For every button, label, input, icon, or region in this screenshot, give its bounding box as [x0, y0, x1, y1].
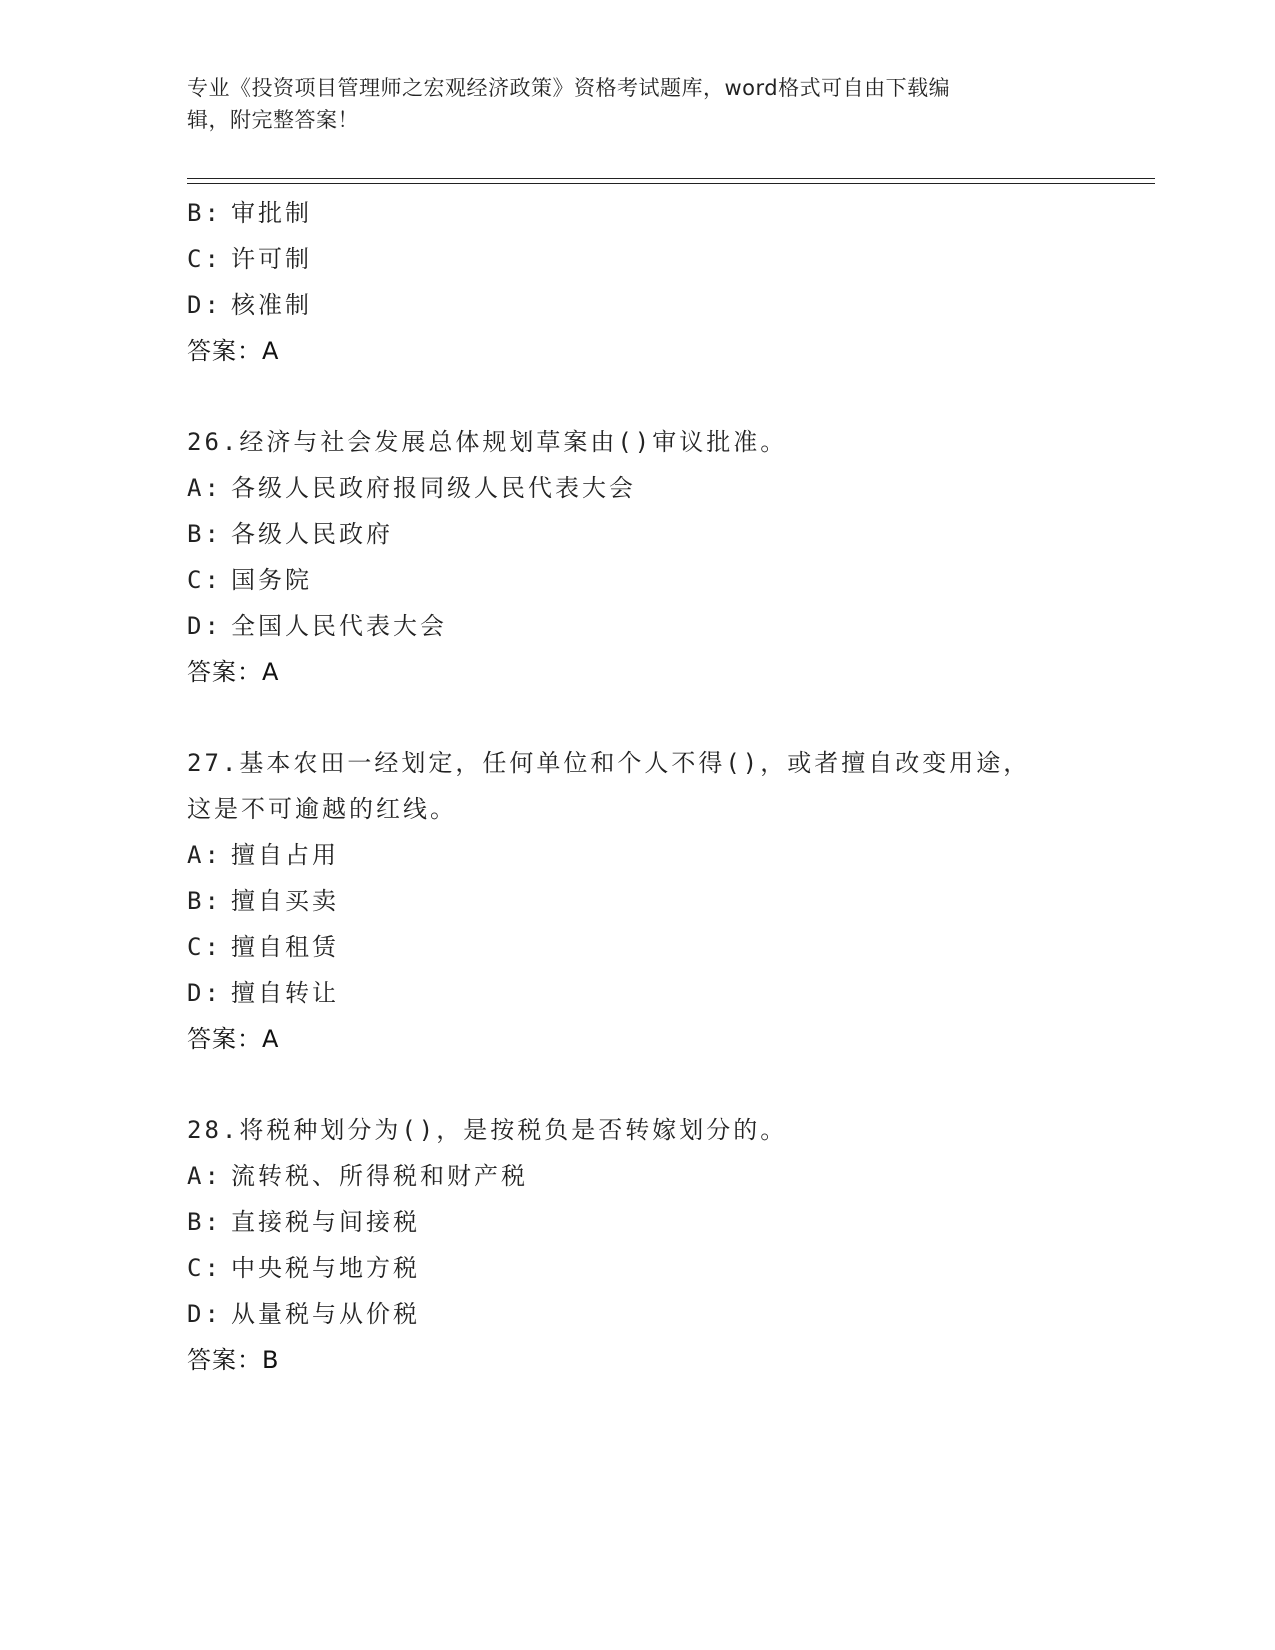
- option-key: B:: [187, 520, 222, 548]
- question-27: [187, 740, 1087, 1062]
- question-list: [187, 190, 1087, 1383]
- option-text: 擅自转让: [231, 979, 339, 1007]
- option-text: 核准制: [231, 291, 312, 319]
- option-text: 各级人民政府报同级人民代表大会: [231, 474, 636, 502]
- option-text: 国务院: [231, 566, 312, 594]
- question-stem-line-1: 27.基本农田一经划定，任何单位和个人不得()，或者擅自改变用途，: [187, 749, 1031, 777]
- option-key: C:: [187, 566, 222, 594]
- question-stem: 28.将税种划分为()，是按税负是否转嫁划分的。: [187, 1116, 788, 1144]
- option-text: 擅自租赁: [231, 933, 339, 961]
- option-key: A:: [187, 1162, 222, 1190]
- option-text: 从量税与从价税: [231, 1300, 420, 1328]
- question-stem-line-2: 这是不可逾越的红线。: [187, 795, 457, 823]
- option-c: [187, 557, 1087, 603]
- option-key: C:: [187, 933, 222, 961]
- document-header: [187, 72, 1067, 136]
- option-text: 直接税与间接税: [231, 1208, 420, 1236]
- answer-line: 答案：A: [187, 337, 280, 365]
- question-25: [187, 190, 1087, 374]
- option-c: [187, 236, 1087, 282]
- header-divider-top: [187, 178, 1155, 179]
- option-key: C:: [187, 245, 222, 273]
- option-text: 擅自占用: [231, 841, 339, 869]
- option-text: 流转税、所得税和财产税: [231, 1162, 528, 1190]
- header-line-2: 辑，附完整答案！: [187, 108, 359, 132]
- option-c: [187, 924, 1087, 970]
- option-key: B:: [187, 887, 222, 915]
- answer-line: 答案：A: [187, 1025, 280, 1053]
- option-b: [187, 511, 1087, 557]
- answer-line: 答案：A: [187, 658, 280, 686]
- option-text: 全国人民代表大会: [231, 612, 447, 640]
- option-d: [187, 970, 1087, 1016]
- option-key: D:: [187, 612, 222, 640]
- option-key: B:: [187, 1208, 222, 1236]
- question-28: [187, 1107, 1087, 1383]
- option-a: [187, 465, 1087, 511]
- question-stem: 26.经济与社会发展总体规划草案由()审议批准。: [187, 428, 788, 456]
- answer-line: 答案：B: [187, 1346, 280, 1374]
- option-b: [187, 878, 1087, 924]
- option-c: [187, 1245, 1087, 1291]
- option-key: D:: [187, 291, 222, 319]
- option-text: 各级人民政府: [231, 520, 393, 548]
- option-key: A:: [187, 474, 222, 502]
- option-d: [187, 282, 1087, 328]
- option-key: A:: [187, 841, 222, 869]
- option-d: [187, 603, 1087, 649]
- option-text: 审批制: [231, 199, 312, 227]
- option-a: [187, 832, 1087, 878]
- option-key: B:: [187, 199, 222, 227]
- header-line-1: 专业《投资项目管理师之宏观经济政策》资格考试题库，word格式可自由下载编: [187, 76, 951, 100]
- option-key: D:: [187, 1300, 222, 1328]
- header-divider-bottom: [187, 183, 1155, 184]
- option-b: [187, 1199, 1087, 1245]
- option-d: [187, 1291, 1087, 1337]
- option-text: 中央税与地方税: [231, 1254, 420, 1282]
- question-26: [187, 419, 1087, 695]
- option-text: 擅自买卖: [231, 887, 339, 915]
- option-text: 许可制: [231, 245, 312, 273]
- option-b: [187, 190, 1087, 236]
- option-key: D:: [187, 979, 222, 1007]
- option-a: [187, 1153, 1087, 1199]
- option-key: C:: [187, 1254, 222, 1282]
